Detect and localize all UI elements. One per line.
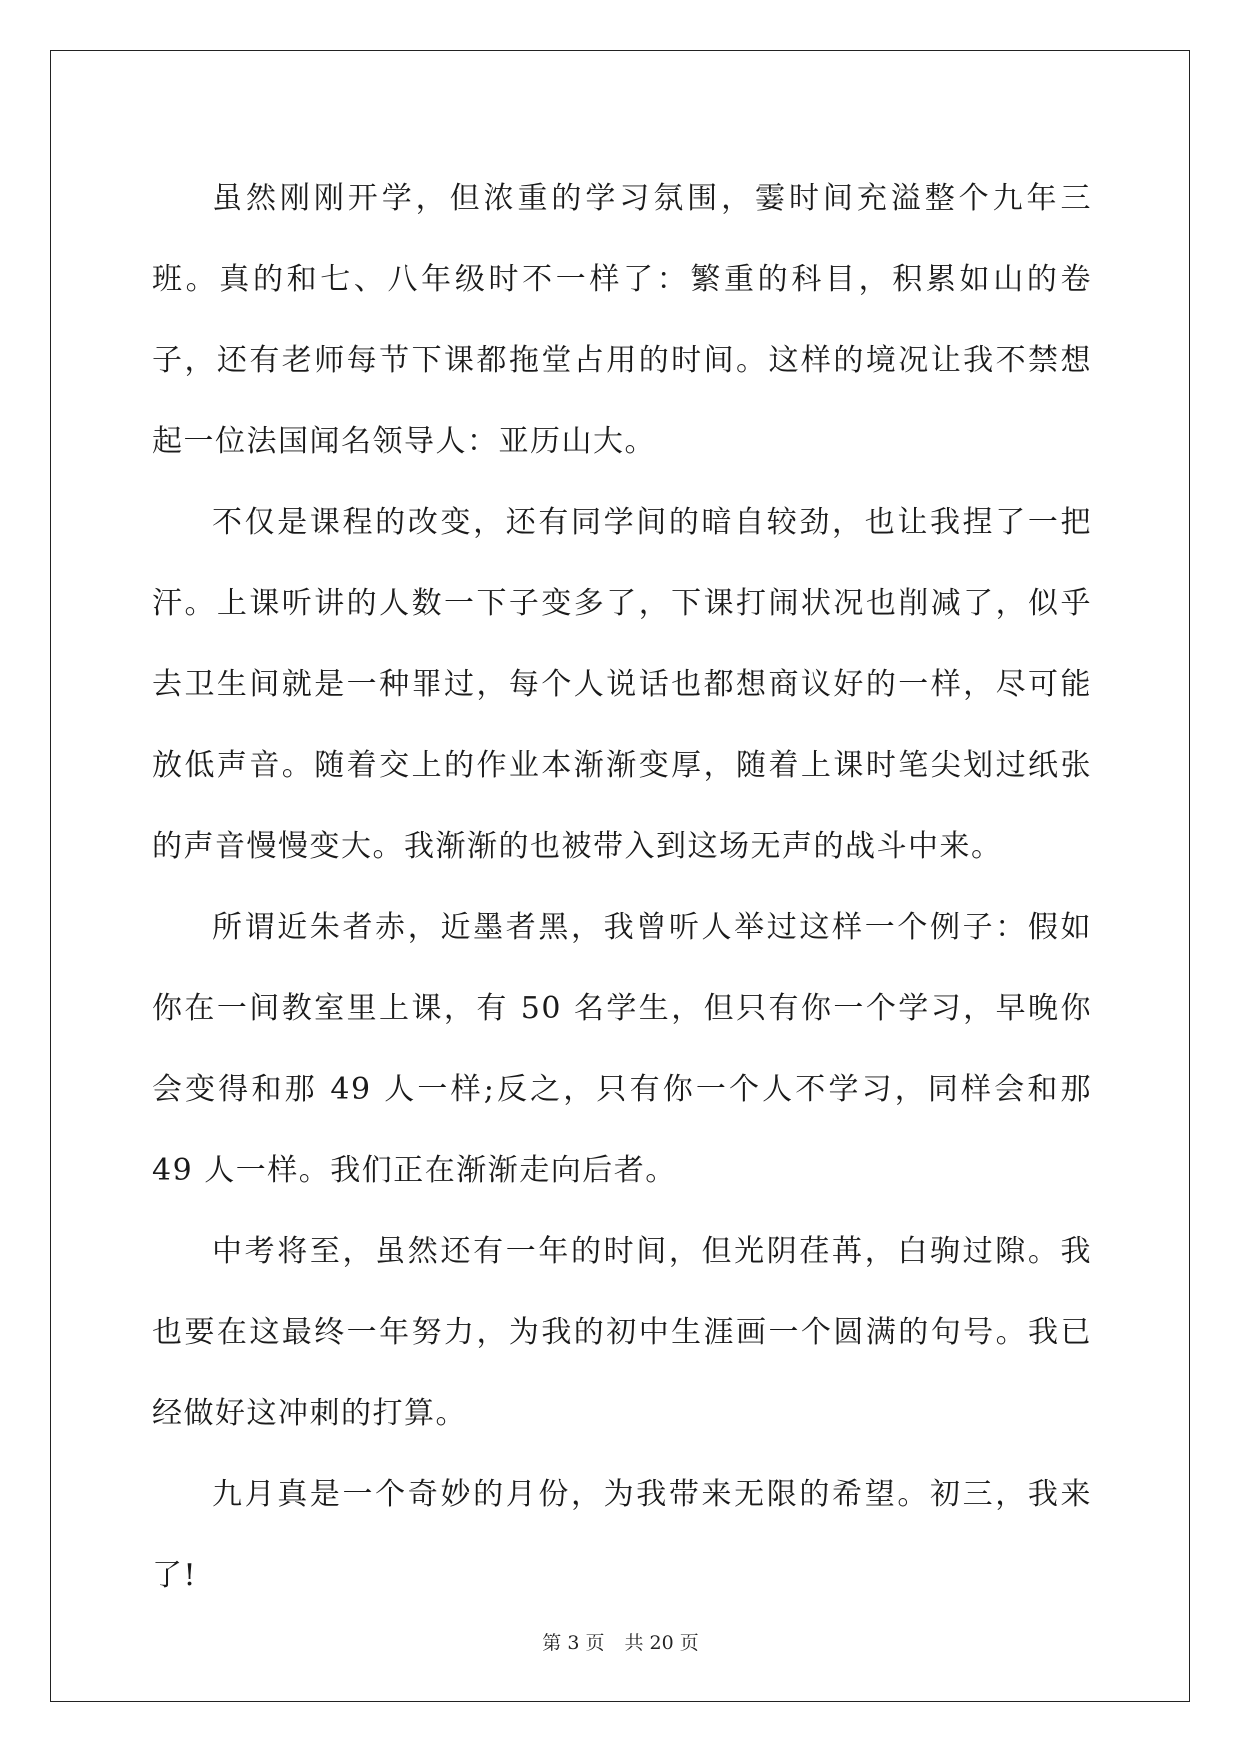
document-body <box>152 158 1092 1616</box>
page-footer <box>0 1628 1241 1655</box>
page-total: 共 20 页 <box>624 1632 699 1654</box>
paragraph-1: 虽然刚刚开学，但浓重的学习氛围，霎时间充溢整个九年三班。真的和七、八年级时不一样了：繁重的科目，积累如山的卷子，还有老师每节下课都拖堂占用的时间。这样的境况让我不禁想起一位法国闻名领导人：亚历山大。 <box>152 181 1092 459</box>
page-number: 第 3 页 <box>542 1632 605 1654</box>
paragraph-2: 不仅是课程的改变，还有同学间的暗自较劲，也让我捏了一把汗。上课听讲的人数一下子变多了，下课打闹状况也削减了，似乎去卫生间就是一种罪过，每个人说话也都想商议好的一样，尽可能放低声音。随着交上的作业本渐渐变厚，随着上课时笔尖划过纸张的声音慢慢变大。我渐渐的也被带入到这场无声的战斗中来。 <box>152 505 1092 864</box>
paragraph-5: 九月真是一个奇妙的月份，为我带来无限的希望。初三，我来了! <box>152 1477 1092 1593</box>
paragraph-4: 中考将至，虽然还有一年的时间，但光阴荏苒，白驹过隙。我也要在这最终一年努力，为我的初中生涯画一个圆满的句号。我已经做好这冲刺的打算。 <box>152 1234 1092 1431</box>
paragraph-3: 所谓近朱者赤，近墨者黑，我曾听人举过这样一个例子：假如你在一间教室里上课，有 50 名学生，但只有你一个学习，早晚你会变得和那 49 人一样;反之，只有你一个人不学习，同样会和那 49 人一样。我们正在渐渐走向后者。 <box>152 910 1092 1188</box>
